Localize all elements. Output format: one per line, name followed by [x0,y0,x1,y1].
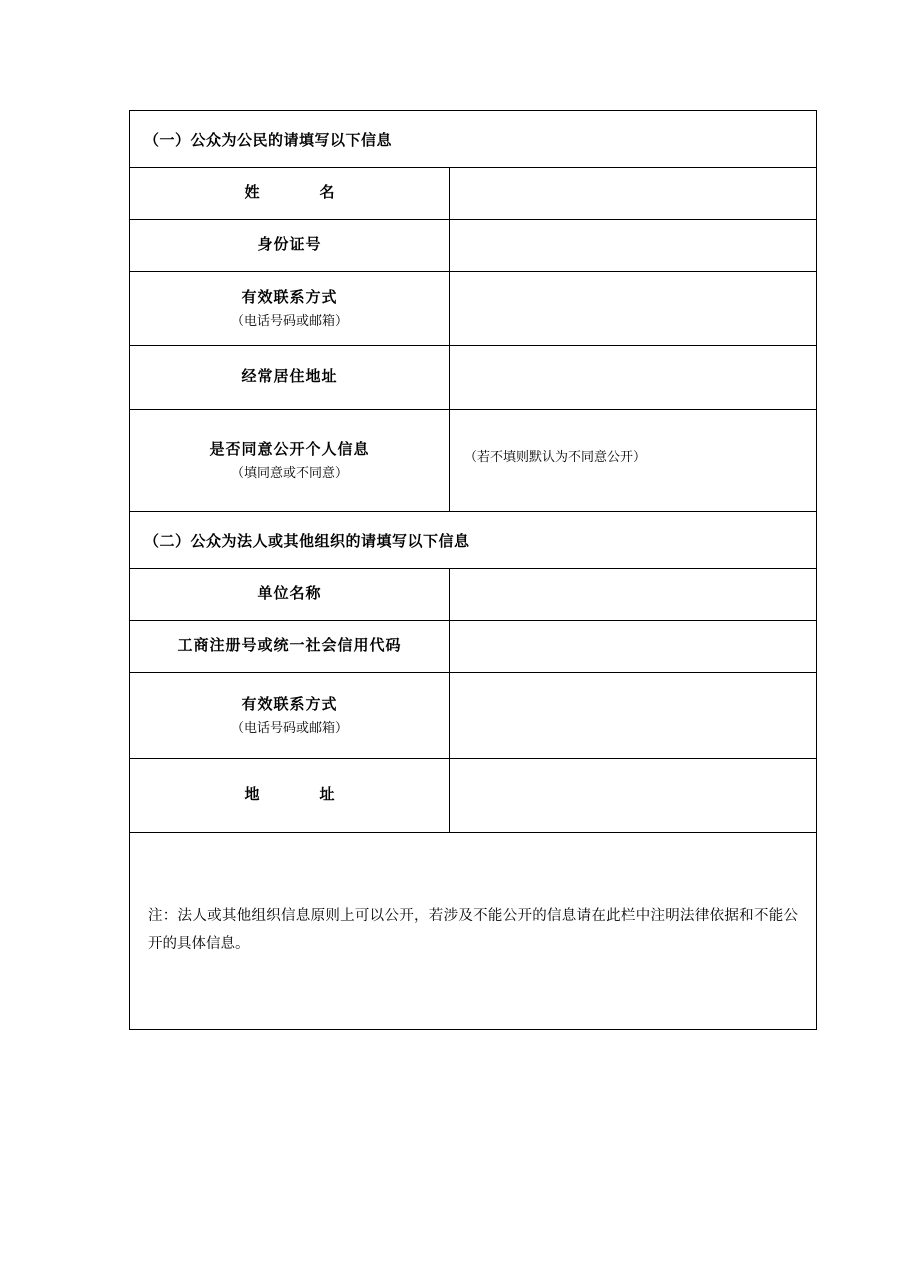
table-row-section-citizen-heading [130,111,817,168]
section-heading-citizen: （一）公众为公民的请填写以下信息 [130,111,817,168]
table-row [130,272,817,346]
label-consent-disclosure [130,410,450,512]
field-id-number[interactable] [450,220,817,272]
label-consent-disclosure-sub: （填同意或不同意） [230,465,348,480]
section-heading-organization: （二）公众为法人或其他组织的请填写以下信息 [130,512,817,569]
label-org-name [130,569,450,621]
label-residence-address [130,346,450,410]
label-org-contact [130,673,450,759]
field-consent-disclosure-hint: （若不填则默认为不同意公开） [464,449,647,464]
table-row-section-org-heading [130,512,817,569]
label-contact-text: 有效联系方式 [241,289,338,306]
label-registration-code-text: 工商注册号或统一社会信用代码 [177,638,402,655]
field-consent-disclosure[interactable] [450,410,817,512]
label-id-number [130,220,450,272]
table-row-note [130,833,817,1030]
label-name [130,168,450,220]
label-registration-code [130,621,450,673]
label-org-address-text: 地 址 [244,787,345,804]
table-row [130,759,817,833]
label-contact-sub: （电话号码或邮箱） [230,313,348,328]
table-row [130,569,817,621]
field-org-address[interactable] [450,759,817,833]
table-row [130,220,817,272]
label-residence-address-text: 经常居住地址 [241,369,338,386]
field-residence-address[interactable] [450,346,817,410]
field-registration-code[interactable] [450,621,817,673]
field-name[interactable] [450,168,817,220]
label-consent-disclosure-text: 是否同意公开个人信息 [209,441,370,458]
note-text: 注：法人或其他组织信息原则上可以公开，若涉及不能公开的信息请在此栏中注明法律依据和不能公开的具体信息。 [148,908,798,952]
label-id-number-text: 身份证号 [257,237,322,254]
label-name-text: 姓 名 [244,185,345,202]
field-org-name[interactable] [450,569,817,621]
field-contact[interactable] [450,272,817,346]
label-org-name-text: 单位名称 [257,586,322,603]
table-row [130,673,817,759]
table-row [130,410,817,512]
label-contact [130,272,450,346]
table-row [130,168,817,220]
form-table [129,110,817,1030]
note-cell[interactable] [130,833,817,1030]
label-org-contact-text: 有效联系方式 [241,696,338,713]
public-information-form [129,110,817,1030]
label-org-contact-sub: （电话号码或邮箱） [230,720,348,735]
table-row [130,346,817,410]
label-org-address [130,759,450,833]
field-org-contact[interactable] [450,673,817,759]
table-row [130,621,817,673]
